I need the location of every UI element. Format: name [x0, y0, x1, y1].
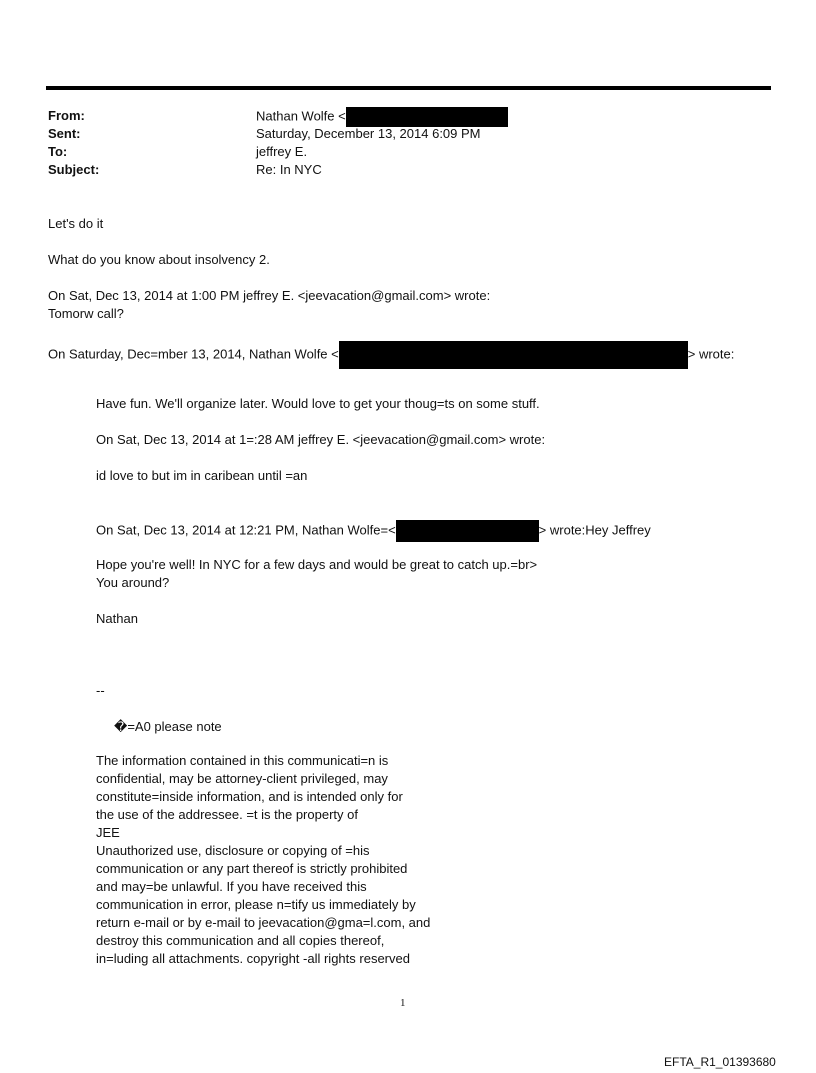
- disclaimer: [96, 752, 456, 968]
- subject-label: Subject:: [48, 162, 100, 177]
- disclaimer-line: communication in error, please n=tify us immediately by: [96, 897, 416, 912]
- document-id: EFTA_R1_01393680: [664, 1055, 776, 1069]
- signature: Nathan: [96, 611, 138, 626]
- disclaimer-line: return e-mail or by e-mail to jeevacation@gma=l.com, and: [96, 915, 431, 930]
- quoted-line: You around?: [96, 575, 170, 590]
- disclaimer-line: constitute=inside information, and is intended only for: [96, 789, 403, 804]
- sent-value: Saturday, December 13, 2014 6:09 PM: [256, 126, 481, 141]
- quoted-header: [48, 341, 734, 369]
- quoted-header: [96, 520, 651, 542]
- redaction-block: [339, 341, 688, 369]
- quoted-header-suffix: > wrote:Hey Jeffrey: [538, 522, 651, 538]
- from-name: Nathan Wolfe <: [256, 108, 346, 124]
- disclaimer-line: The information contained in this communicati=n is: [96, 753, 389, 768]
- quoted-header: On Sat, Dec 13, 2014 at 1=:28 AM jeffrey E. <jeevacation@gmail.com> wrote:: [96, 432, 546, 447]
- disclaimer-line: in=luding all attachments. copyright -all rights reserved: [96, 951, 410, 966]
- note-line: �=A0 please note: [114, 719, 222, 734]
- subject-value: Re: In NYC: [256, 162, 322, 177]
- quoted-line: Hope you're well! In NYC for a few days and would be great to catch up.=br>: [96, 557, 538, 572]
- disclaimer-line: Unauthorized use, disclosure or copying of =his: [96, 843, 370, 858]
- disclaimer-line: the use of the addressee. =t is the property of: [96, 807, 358, 822]
- from-label: From:: [48, 108, 85, 123]
- quoted-header-prefix: On Sat, Dec 13, 2014 at 12:21 PM, Nathan Wolfe=<: [96, 522, 396, 538]
- to-label: To:: [48, 144, 68, 159]
- redaction-block: [396, 520, 539, 542]
- header-rule: [46, 86, 771, 90]
- disclaimer-line: communication or any part thereof is strictly prohibited: [96, 861, 408, 876]
- body-line: Tomorw call?: [48, 306, 124, 321]
- disclaimer-line: and may=be unlawful. If you have received this: [96, 879, 367, 894]
- disclaimer-line: JEE: [96, 825, 120, 840]
- quoted-header-suffix: > wrote:: [687, 346, 735, 362]
- quoted-line: Have fun. We'll organize later. Would love to get your thoug=ts on some stuff.: [96, 396, 540, 411]
- redaction-block: [346, 107, 508, 127]
- quoted-header: On Sat, Dec 13, 2014 at 1:00 PM jeffrey E. <jeevacation@gmail.com> wrote:: [48, 288, 491, 303]
- signature-separator: --: [96, 683, 105, 698]
- to-value: jeffrey E.: [256, 144, 308, 159]
- disclaimer-line: destroy this communication and all copies thereof,: [96, 933, 385, 948]
- from-value: [256, 107, 508, 127]
- body-line: Let's do it: [48, 216, 104, 231]
- quoted-header-prefix: On Saturday, Dec=mber 13, 2014, Nathan Wolfe <: [48, 346, 339, 362]
- page-number: 1: [400, 997, 406, 1009]
- sent-label: Sent:: [48, 126, 81, 141]
- body-line: What do you know about insolvency 2.: [48, 252, 270, 267]
- disclaimer-line: confidential, may be attorney-client privileged, may: [96, 771, 388, 786]
- quoted-line: id love to but im in caribean until =an: [96, 468, 308, 483]
